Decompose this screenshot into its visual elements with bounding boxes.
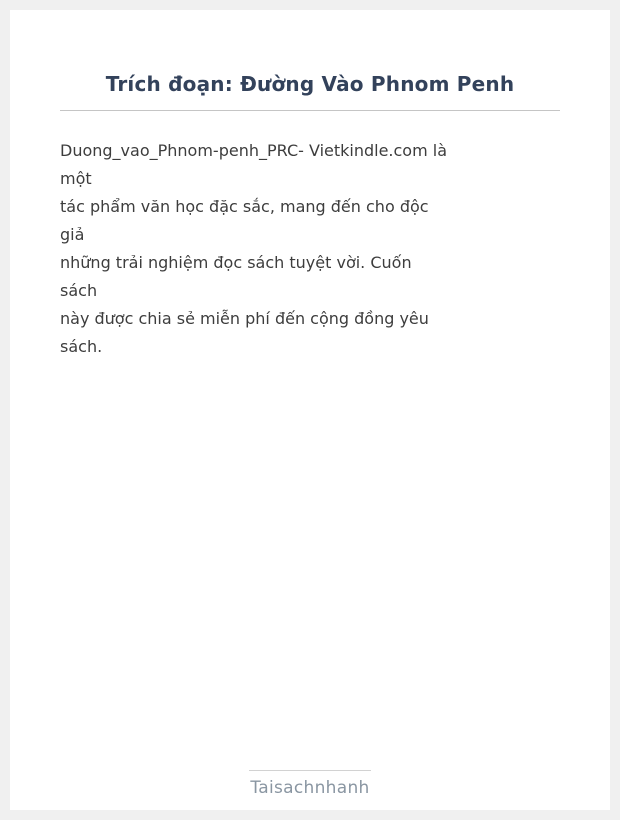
excerpt-line: những trải nghiệm đọc sách tuyệt vời. Cuốn [60,253,412,272]
page-footer [10,770,610,810]
page-title: Trích đoạn: Đường Vào Phnom Penh [105,72,515,96]
excerpt-line: sách [60,281,98,300]
excerpt-line: tác phẩm văn học đặc sắc, mang đến cho độc [60,197,429,216]
document-page [10,10,610,810]
title-divider [60,110,560,111]
excerpt-line: sách. [60,337,103,356]
excerpt-line: Duong_vao_Phnom-penh_PRC- Vietkindle.com là [60,141,448,160]
footer-brand: Taisachnhanh [250,778,370,798]
footer-divider [249,770,371,771]
excerpt-text [60,137,560,361]
excerpt-line: giả [60,225,85,244]
excerpt-line: một [60,169,92,188]
excerpt-line: này được chia sẻ miễn phí đến cộng đồng yêu [60,309,429,328]
